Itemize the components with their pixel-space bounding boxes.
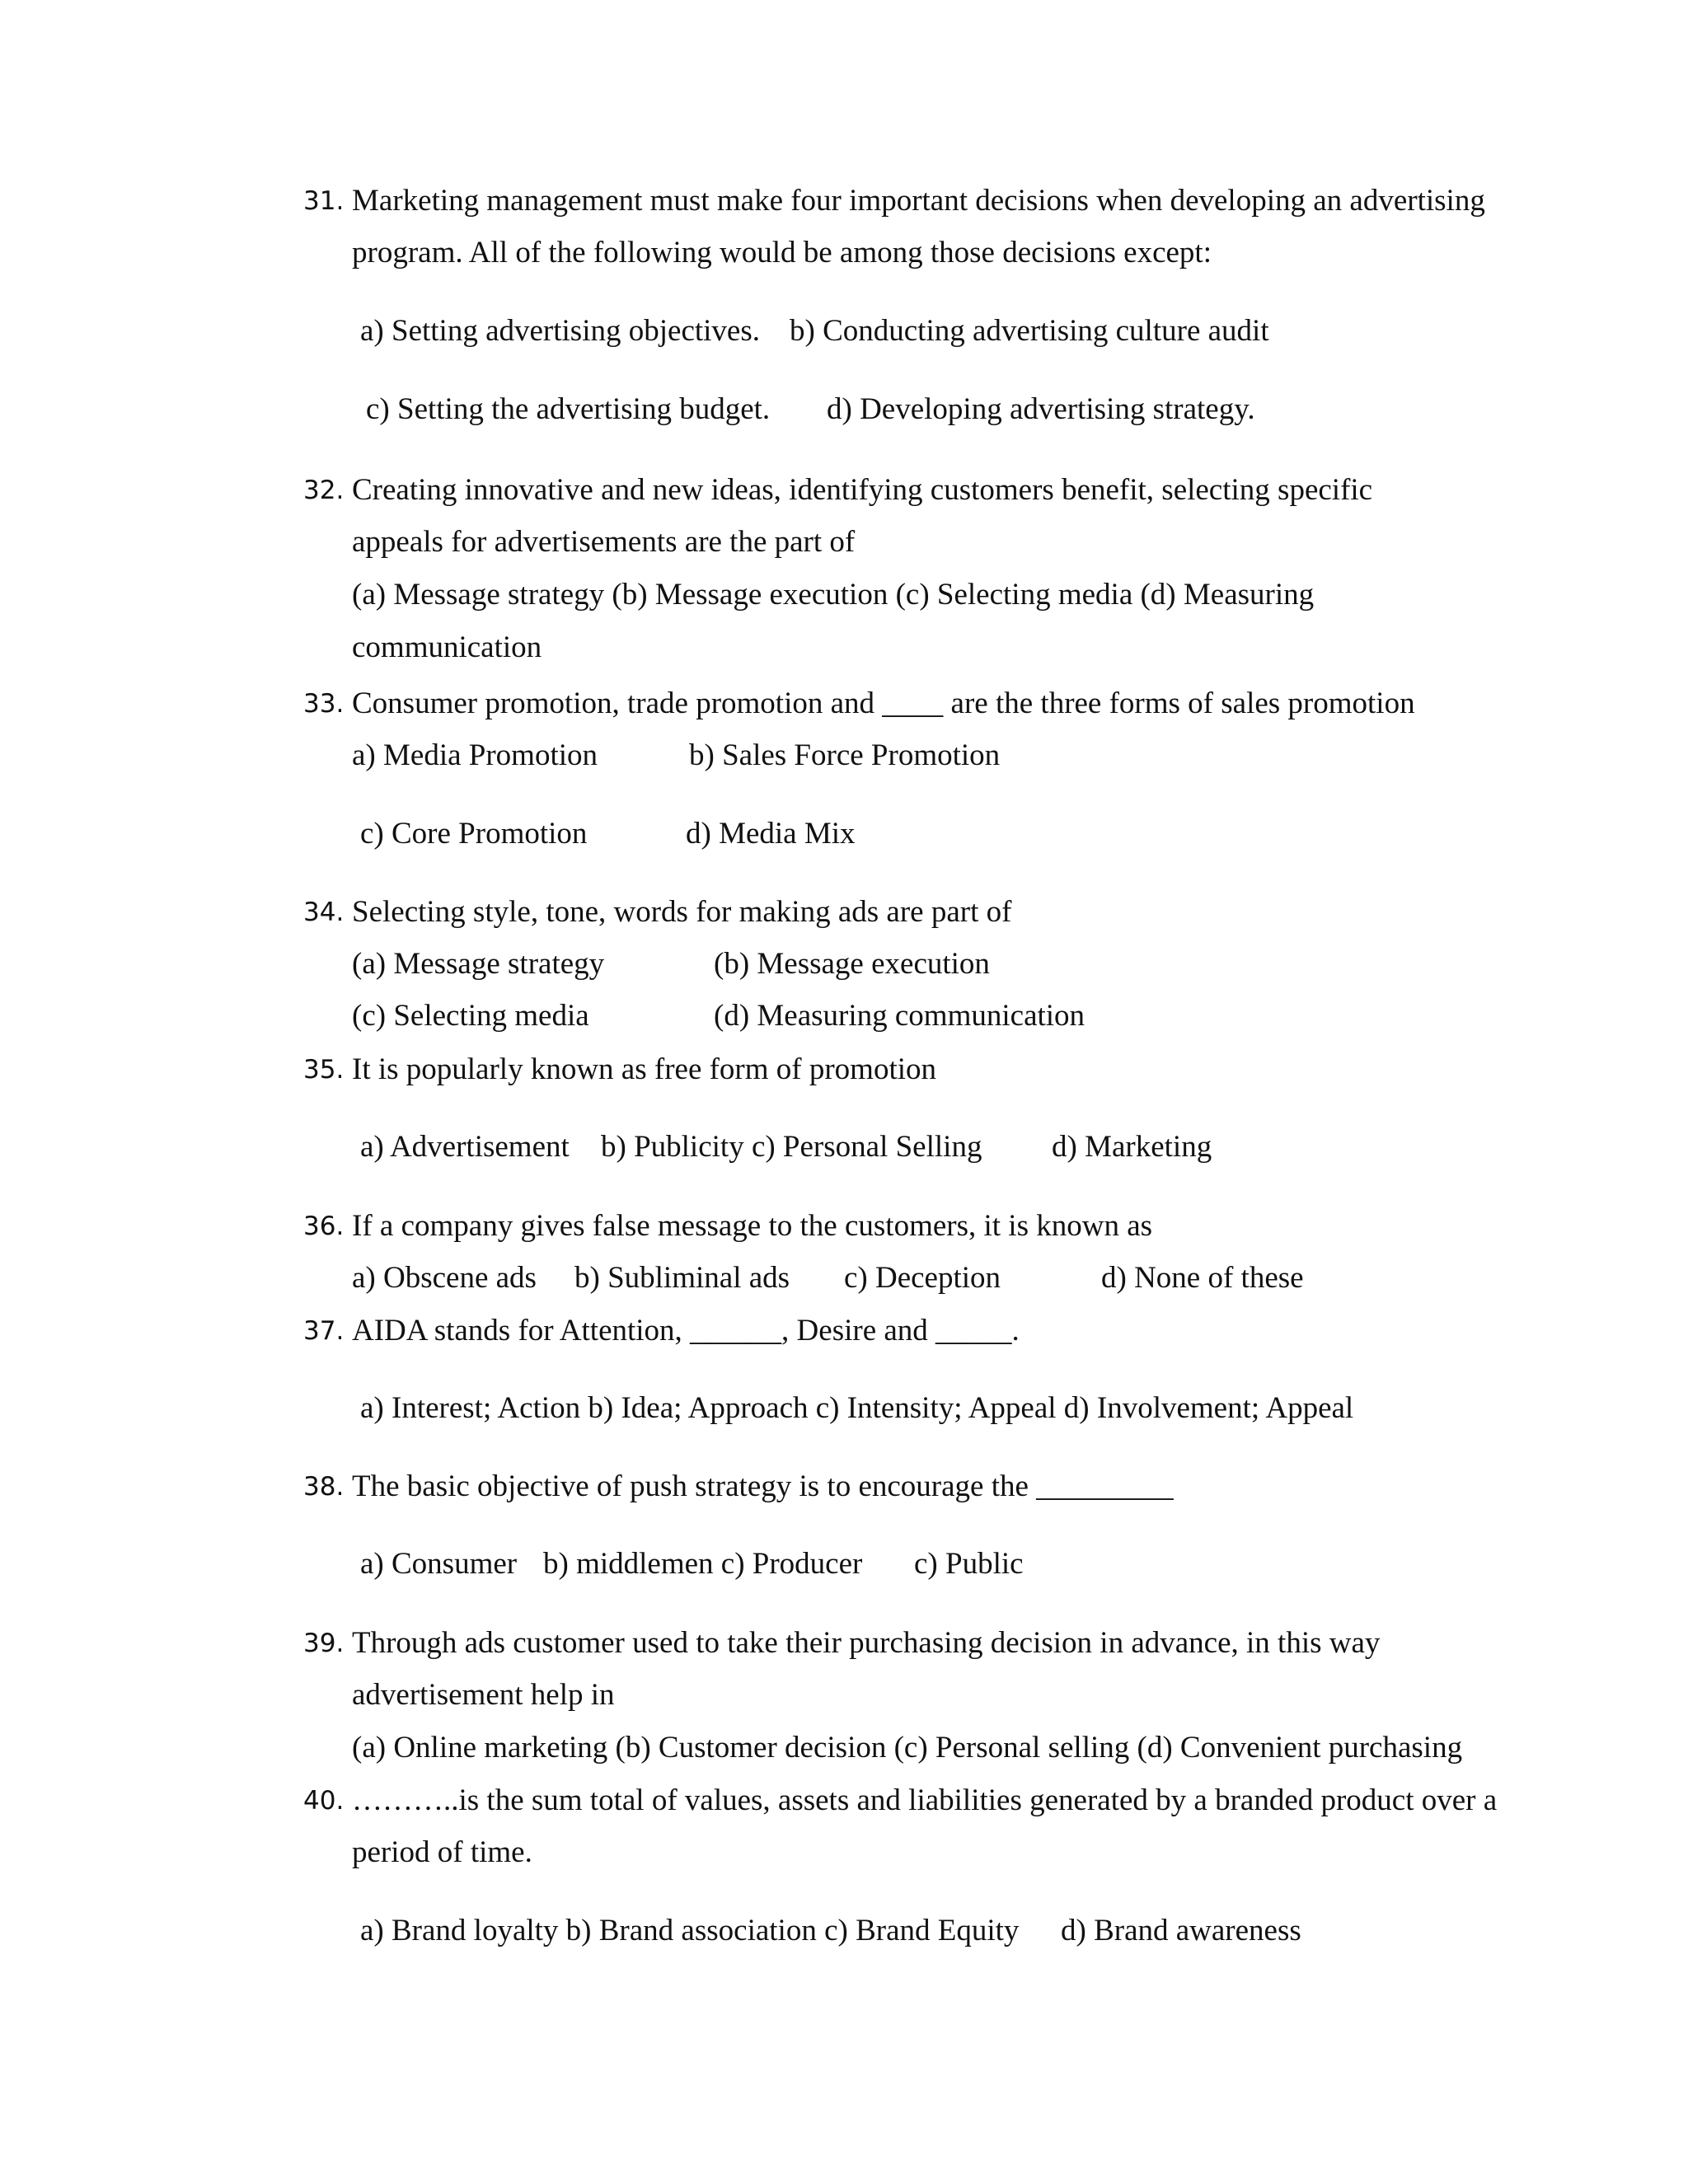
question-number: 31.	[303, 186, 345, 216]
question-number: 38.	[303, 1472, 345, 1502]
option-b: b) Conducting advertising culture audit	[790, 314, 1269, 348]
question-text: period of time.	[352, 1835, 532, 1869]
question-text: Selecting style, tone, words for making ads are part of	[352, 895, 1012, 929]
option-b: b) Subliminal ads	[574, 1261, 790, 1295]
option-c: c) Core Promotion	[360, 817, 588, 851]
options-line: (a) Online marketing (b) Customer decision (c) Personal selling (d) Convenient purchasing	[352, 1731, 1463, 1765]
option-d: d) Media Mix	[686, 817, 856, 851]
question-number: 39.	[303, 1629, 345, 1658]
question-number: 33.	[303, 689, 345, 719]
option-a: a) Obscene ads	[352, 1261, 537, 1295]
question-text: Through ads customer used to take their purchasing decision in advance, in this way	[352, 1626, 1381, 1660]
options-line: a) Interest; Action b) Idea; Approach c) Intensity; Appeal d) Involvement; Appeal	[360, 1391, 1354, 1425]
question-text: Marketing management must make four important decisions when developing an advertising	[352, 184, 1485, 218]
option-b: b) Publicity c) Personal Selling	[601, 1130, 982, 1164]
option-a: a) Setting advertising objectives.	[360, 314, 760, 348]
question-text: If a company gives false message to the customers, it is known as	[352, 1209, 1153, 1243]
options-line: (a) Message strategy (b) Message execution (c) Selecting media (d) Measuring	[352, 578, 1315, 612]
question-text: appeals for advertisements are the part of	[352, 525, 856, 559]
question-text: program. All of the following would be among those decisions except:	[352, 236, 1212, 269]
option-d: d) Marketing	[1052, 1130, 1212, 1164]
question-number: 40.	[303, 1786, 345, 1816]
option-b: (b) Message execution	[714, 947, 990, 981]
options-line: a) Brand loyalty b) Brand association c) Brand Equity	[360, 1914, 1020, 1947]
question-text: It is popularly known as free form of promotion	[352, 1052, 937, 1086]
option-d: d) None of these	[1101, 1261, 1304, 1295]
option-d: d) Developing advertising strategy.	[827, 392, 1255, 426]
option-a: a) Advertisement	[360, 1130, 570, 1164]
option-b: b) Sales Force Promotion	[689, 738, 1001, 772]
option-c: (c) Selecting media	[352, 999, 589, 1033]
question-number: 35.	[303, 1055, 345, 1085]
question-text: The basic objective of push strategy is to encourage the _________	[352, 1469, 1174, 1503]
question-number: 34.	[303, 898, 345, 927]
question-text: ………..is the sum total of values, assets and liabilities generated by a branded product over a	[352, 1783, 1498, 1817]
question-number: 32.	[303, 476, 345, 505]
question-text: advertisement help in	[352, 1678, 615, 1712]
options-line: communication	[352, 630, 542, 664]
option-b: b) middlemen c) Producer	[543, 1547, 863, 1581]
option-d: c) Public	[914, 1547, 1024, 1581]
question-text: AIDA stands for Attention, ______, Desire and _____.	[352, 1314, 1020, 1347]
option-a: (a) Message strategy	[352, 947, 605, 981]
option-c: c) Deception	[844, 1261, 1001, 1295]
question-number: 36.	[303, 1212, 345, 1241]
option-c: c) Setting the advertising budget.	[366, 392, 771, 426]
question-text: Consumer promotion, trade promotion and ____ are the three forms of sales promotion	[352, 687, 1415, 720]
option-a: a) Media Promotion	[352, 738, 598, 772]
question-text: Creating innovative and new ideas, identifying customers benefit, selecting specific	[352, 473, 1373, 507]
option-d: d) Brand awareness	[1061, 1914, 1301, 1947]
question-number: 37.	[303, 1316, 345, 1346]
option-d: (d) Measuring communication	[714, 999, 1085, 1033]
option-a: a) Consumer	[360, 1547, 518, 1581]
